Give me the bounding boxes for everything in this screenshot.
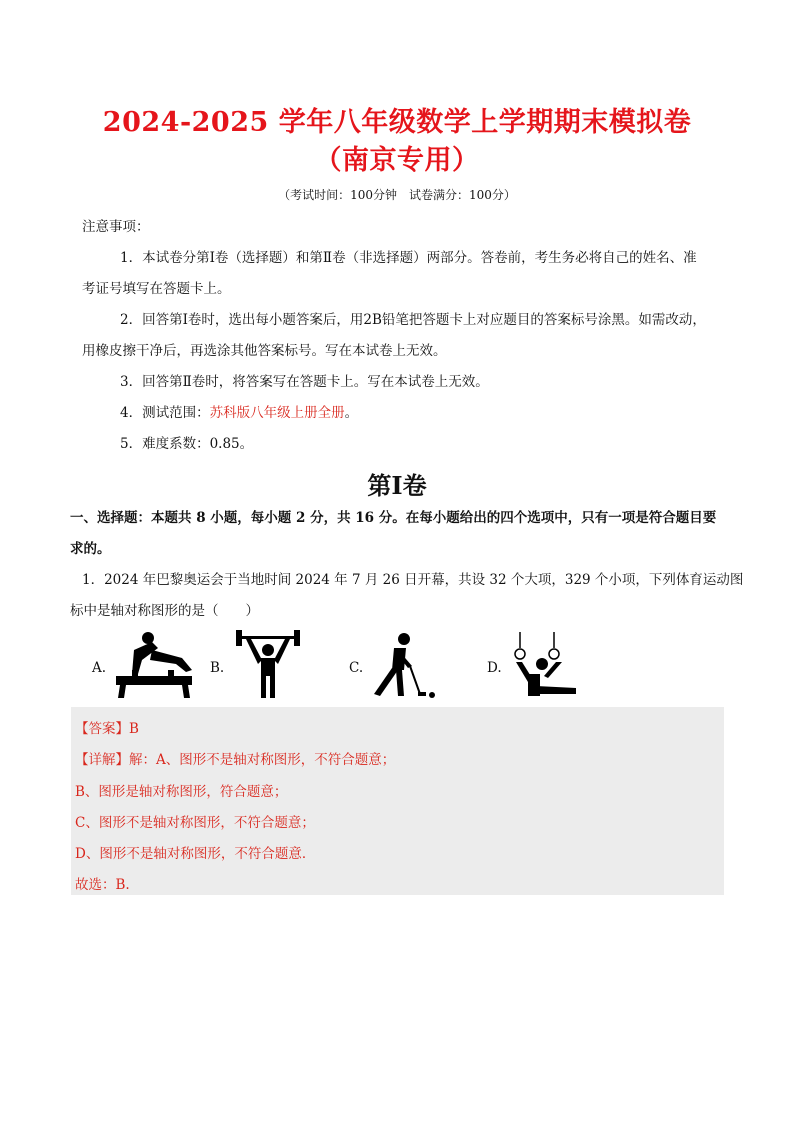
golf-icon xyxy=(370,630,440,700)
note-2b: 用橡皮擦干净后，再选涂其他答案标号。写在本试卷上无效。 xyxy=(82,343,447,359)
note-5: 5．难度系数：0.85。 xyxy=(120,436,254,452)
weightlifting-icon xyxy=(232,630,304,700)
exam-title: 2024-2025 学年八年级数学上学期期末模拟卷 xyxy=(102,107,692,138)
option-c-label: C. xyxy=(349,660,364,676)
pommel-horse-icon xyxy=(112,630,198,700)
answer-line: 【答案】B xyxy=(75,721,139,737)
note-1a: 1．本试卷分第Ⅰ卷（选择题）和第Ⅱ卷（非选择题）两部分。答卷前，考生务必将自己的姓名、准 xyxy=(120,250,697,266)
note-4-suffix: 。 xyxy=(344,405,359,421)
option-b-label: B. xyxy=(210,660,225,676)
test-scope: 苏科版八年级上册全册 xyxy=(209,405,345,421)
note-2a: 2．回答第Ⅰ卷时，选出每小题答案后，用2B铅笔把答题卡上对应题目的答案标号涂黑。如需改动， xyxy=(120,312,706,328)
section-instruction-b: 求的。 xyxy=(70,541,111,557)
detail-line: B、图形是轴对称图形，符合题意； xyxy=(75,784,288,800)
section-instruction-a: 一、选择题：本题共 8 小题，每小题 2 分，共 16 分。在每小题给出的四个选项中，只有一项是符合题目要 xyxy=(70,510,717,526)
note-4 xyxy=(120,404,358,422)
exam-title-region: （南京专用） xyxy=(314,145,480,176)
detail-line: D、图形不是轴对称图形，不符合题意． xyxy=(75,846,316,862)
detail-prefix: 【详解】 xyxy=(75,752,129,768)
notes-heading: 注意事项： xyxy=(82,219,150,235)
exam-subtitle: （考试时间：100分钟 试卷满分：100分） xyxy=(278,188,516,202)
option-a-label: A. xyxy=(92,660,107,676)
question-1-stem-a: 1．2024 年巴黎奥运会于当地时间 2024 年 7 月 26 日开幕，共设 32 个大项，329 个小项，下列体育运动图 xyxy=(82,572,744,588)
note-3: 3．回答第Ⅱ卷时，将答案写在答题卡上。写在本试卷上无效。 xyxy=(120,374,489,390)
detail-line: C、图形不是轴对称图形，不符合题意； xyxy=(75,815,315,831)
answer-panel xyxy=(71,707,724,895)
rings-gymnastics-icon xyxy=(508,630,580,700)
note-4-prefix: 4．测试范围： xyxy=(120,405,210,421)
detail-line: 故选：B. xyxy=(75,877,130,893)
section-title: 第Ⅰ卷 xyxy=(367,471,427,500)
detail-text: 解：A、图形不是轴对称图形，不符合题意； xyxy=(129,752,396,768)
note-1b: 考证号填写在答题卡上。 xyxy=(82,281,231,297)
detail-first-line xyxy=(75,748,395,768)
question-1-stem-b: 标中是轴对称图形的是（ ） xyxy=(70,603,259,619)
option-d-label: D. xyxy=(487,660,502,676)
